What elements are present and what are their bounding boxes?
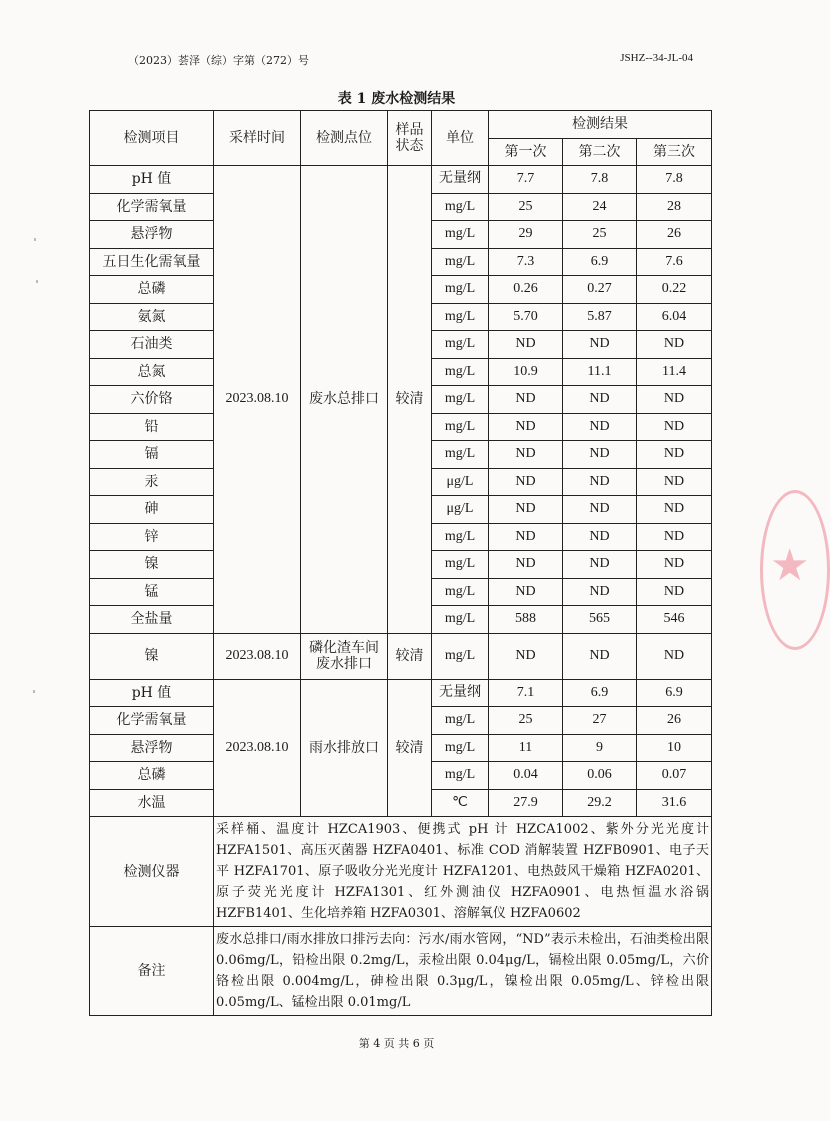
cell-result-value: 0.04 bbox=[489, 762, 563, 790]
cell-unit: mg/L bbox=[432, 523, 489, 551]
cell-result-value: 6.04 bbox=[637, 303, 712, 331]
cell-result-value: 11 bbox=[489, 734, 563, 762]
col-header-third: 第三次 bbox=[637, 138, 712, 166]
wastewater-results-table bbox=[89, 110, 712, 1016]
cell-unit: mg/L bbox=[432, 441, 489, 469]
cell-item: pH 值 bbox=[90, 679, 214, 707]
cell-unit: mg/L bbox=[432, 707, 489, 735]
cell-sample-state: 较清 bbox=[388, 166, 432, 634]
cell-result-value: 10 bbox=[637, 734, 712, 762]
cell-result-value: 5.87 bbox=[563, 303, 637, 331]
cell-item: 悬浮物 bbox=[90, 734, 214, 762]
cell-unit: mg/L bbox=[432, 551, 489, 579]
col-header-site: 检测点位 bbox=[301, 111, 388, 166]
cell-item: 氨氮 bbox=[90, 303, 214, 331]
cell-item: 镍 bbox=[90, 633, 214, 679]
cell-result-value: 0.07 bbox=[637, 762, 712, 790]
cell-unit: mg/L bbox=[432, 606, 489, 634]
cell-result-value: ND bbox=[563, 413, 637, 441]
cell-result-value: 24 bbox=[563, 193, 637, 221]
cell-result-value: 588 bbox=[489, 606, 563, 634]
document-code: JSHZ--34-JL-04 bbox=[620, 52, 693, 64]
cell-result-value: ND bbox=[489, 633, 563, 679]
header-row bbox=[90, 111, 712, 139]
instruments-text: 采样桶、温度计 HZCA1903、便携式 pH 计 HZCA1002、紫外分光光度计 HZFA1501、高压灭菌器 HZFA0401、标准 COD 消解装置 HZFB0901、电子天平 HZFA1701、原子吸收分光光度计 HZFA1201、电热鼓风干燥箱 HZFA0201、原子荧光光度计 HZFA1301、红外测油仪 HZFA0901、电热恒温水浴锅 HZFB1401、生化培养箱 HZFA0301、溶解氧仪 HZFA0602 bbox=[214, 817, 712, 927]
cell-item: 总氮 bbox=[90, 358, 214, 386]
cell-unit: μg/L bbox=[432, 496, 489, 524]
cell-unit: mg/L bbox=[432, 303, 489, 331]
table-row bbox=[90, 633, 712, 679]
cell-item: pH 值 bbox=[90, 166, 214, 194]
cell-result-value: ND bbox=[489, 578, 563, 606]
cell-result-value: ND bbox=[637, 496, 712, 524]
cell-result-value: ND bbox=[637, 578, 712, 606]
cell-result-value: 7.8 bbox=[637, 166, 712, 194]
cell-unit: mg/L bbox=[432, 578, 489, 606]
cell-item: 总磷 bbox=[90, 762, 214, 790]
col-header-item: 检测项目 bbox=[90, 111, 214, 166]
cell-result-value: 27 bbox=[563, 707, 637, 735]
cell-sample-state: 较清 bbox=[388, 679, 432, 817]
cell-sample-state: 较清 bbox=[388, 633, 432, 679]
cell-sample-site: 雨水排放口 bbox=[301, 679, 388, 817]
cell-item: 砷 bbox=[90, 496, 214, 524]
cell-result-value: 7.3 bbox=[489, 248, 563, 276]
cell-result-value: 6.9 bbox=[637, 679, 712, 707]
cell-result-value: ND bbox=[637, 633, 712, 679]
cell-result-value: 7.8 bbox=[563, 166, 637, 194]
cell-result-value: ND bbox=[637, 468, 712, 496]
cell-result-value: 5.70 bbox=[489, 303, 563, 331]
cell-item: 化学需氧量 bbox=[90, 193, 214, 221]
table-row bbox=[90, 166, 712, 194]
cell-result-value: 11.1 bbox=[563, 358, 637, 386]
cell-unit: mg/L bbox=[432, 331, 489, 359]
col-header-time: 采样时间 bbox=[214, 111, 301, 166]
cell-unit: ℃ bbox=[432, 789, 489, 817]
cell-result-value: 0.26 bbox=[489, 276, 563, 304]
cell-result-value: 7.1 bbox=[489, 679, 563, 707]
cell-result-value: ND bbox=[563, 441, 637, 469]
cell-result-value: 28 bbox=[637, 193, 712, 221]
cell-item: 镍 bbox=[90, 551, 214, 579]
cell-result-value: ND bbox=[563, 523, 637, 551]
cell-unit: mg/L bbox=[432, 276, 489, 304]
cell-result-value: 31.6 bbox=[637, 789, 712, 817]
cell-result-value: ND bbox=[489, 551, 563, 579]
cell-result-value: 546 bbox=[637, 606, 712, 634]
cell-result-value: ND bbox=[637, 523, 712, 551]
table-title: 表 1 废水检测结果 bbox=[337, 91, 456, 107]
scan-speck bbox=[33, 690, 35, 693]
cell-result-value: 27.9 bbox=[489, 789, 563, 817]
cell-result-value: ND bbox=[637, 413, 712, 441]
cell-item: 镉 bbox=[90, 441, 214, 469]
seal-star-icon: ★ bbox=[770, 540, 810, 591]
cell-sample-time: 2023.08.10 bbox=[214, 166, 301, 634]
col-header-results: 检测结果 bbox=[489, 111, 712, 139]
cell-result-value: 26 bbox=[637, 707, 712, 735]
cell-result-value: 7.6 bbox=[637, 248, 712, 276]
cell-unit: μg/L bbox=[432, 468, 489, 496]
cell-result-value: 29 bbox=[489, 221, 563, 249]
cell-result-value: 0.22 bbox=[637, 276, 712, 304]
cell-unit: mg/L bbox=[432, 633, 489, 679]
cell-unit: mg/L bbox=[432, 193, 489, 221]
cell-unit: mg/L bbox=[432, 413, 489, 441]
table-row bbox=[90, 679, 712, 707]
cell-result-value: ND bbox=[637, 441, 712, 469]
cell-result-value: ND bbox=[563, 496, 637, 524]
table-body bbox=[90, 111, 712, 1016]
cell-result-value: ND bbox=[489, 386, 563, 414]
cell-result-value: ND bbox=[489, 441, 563, 469]
cell-result-value: ND bbox=[489, 468, 563, 496]
scan-speck bbox=[34, 238, 36, 241]
cell-sample-site: 废水总排口 bbox=[301, 166, 388, 634]
scan-speck bbox=[36, 280, 38, 283]
cell-result-value: ND bbox=[563, 331, 637, 359]
cell-result-value: 26 bbox=[637, 221, 712, 249]
cell-result-value: 29.2 bbox=[563, 789, 637, 817]
instruments-row bbox=[90, 817, 712, 927]
cell-result-value: ND bbox=[637, 551, 712, 579]
cell-result-value: 25 bbox=[563, 221, 637, 249]
cell-result-value: ND bbox=[489, 331, 563, 359]
col-header-unit: 单位 bbox=[432, 111, 489, 166]
cell-item: 六价铬 bbox=[90, 386, 214, 414]
cell-sample-site: 磷化渣车间废水排口 bbox=[301, 633, 388, 679]
col-header-second: 第二次 bbox=[563, 138, 637, 166]
cell-result-value: ND bbox=[489, 523, 563, 551]
cell-item: 铅 bbox=[90, 413, 214, 441]
cell-result-value: 9 bbox=[563, 734, 637, 762]
cell-unit: mg/L bbox=[432, 734, 489, 762]
cell-result-value: 0.27 bbox=[563, 276, 637, 304]
cell-item: 锌 bbox=[90, 523, 214, 551]
cell-result-value: 11.4 bbox=[637, 358, 712, 386]
cell-item: 石油类 bbox=[90, 331, 214, 359]
cell-result-value: ND bbox=[563, 551, 637, 579]
cell-result-value: ND bbox=[563, 578, 637, 606]
remarks-label: 备注 bbox=[90, 927, 214, 1016]
cell-item: 总磷 bbox=[90, 276, 214, 304]
report-number: （2023）荟泽（综）字第（272）号 bbox=[128, 54, 309, 67]
page-footer: 第 4 页 共 6 页 bbox=[358, 1037, 435, 1050]
cell-result-value: ND bbox=[637, 331, 712, 359]
cell-result-value: 0.06 bbox=[563, 762, 637, 790]
cell-unit: mg/L bbox=[432, 248, 489, 276]
cell-sample-time: 2023.08.10 bbox=[214, 633, 301, 679]
cell-unit: mg/L bbox=[432, 221, 489, 249]
cell-result-value: 7.7 bbox=[489, 166, 563, 194]
cell-result-value: ND bbox=[563, 633, 637, 679]
cell-result-value: ND bbox=[489, 496, 563, 524]
cell-item: 悬浮物 bbox=[90, 221, 214, 249]
cell-item: 汞 bbox=[90, 468, 214, 496]
cell-result-value: ND bbox=[563, 386, 637, 414]
cell-item: 全盐量 bbox=[90, 606, 214, 634]
cell-unit: 无量纲 bbox=[432, 679, 489, 707]
cell-unit: mg/L bbox=[432, 386, 489, 414]
cell-item: 五日生化需氧量 bbox=[90, 248, 214, 276]
cell-result-value: ND bbox=[637, 386, 712, 414]
cell-item: 化学需氧量 bbox=[90, 707, 214, 735]
cell-result-value: ND bbox=[489, 413, 563, 441]
cell-result-value: 25 bbox=[489, 193, 563, 221]
cell-result-value: 25 bbox=[489, 707, 563, 735]
cell-item: 水温 bbox=[90, 789, 214, 817]
cell-result-value: 6.9 bbox=[563, 248, 637, 276]
cell-result-value: 10.9 bbox=[489, 358, 563, 386]
cell-unit: mg/L bbox=[432, 762, 489, 790]
remarks-text: 废水总排口/雨水排放口排污去向：污水/雨水管网，“ND”表示未检出，石油类检出限 0.06mg/L，铅检出限 0.2mg/L，汞检出限 0.04μg/L，镉检出限 0.05mg/L，六价铬检出限 0.004mg/L，砷检出限 0.3μg/L，镍检出限 0.05mg/L、锌检出限 0.05mg/L、锰检出限 0.01mg/L bbox=[214, 927, 712, 1016]
instruments-label: 检测仪器 bbox=[90, 817, 214, 927]
remarks-row bbox=[90, 927, 712, 1016]
cell-unit: 无量纲 bbox=[432, 166, 489, 194]
cell-item: 锰 bbox=[90, 578, 214, 606]
cell-result-value: 565 bbox=[563, 606, 637, 634]
col-header-first: 第一次 bbox=[489, 138, 563, 166]
cell-sample-time: 2023.08.10 bbox=[214, 679, 301, 817]
cell-result-value: 6.9 bbox=[563, 679, 637, 707]
cell-unit: mg/L bbox=[432, 358, 489, 386]
col-header-state: 样品状态 bbox=[388, 111, 432, 166]
cell-result-value: ND bbox=[563, 468, 637, 496]
